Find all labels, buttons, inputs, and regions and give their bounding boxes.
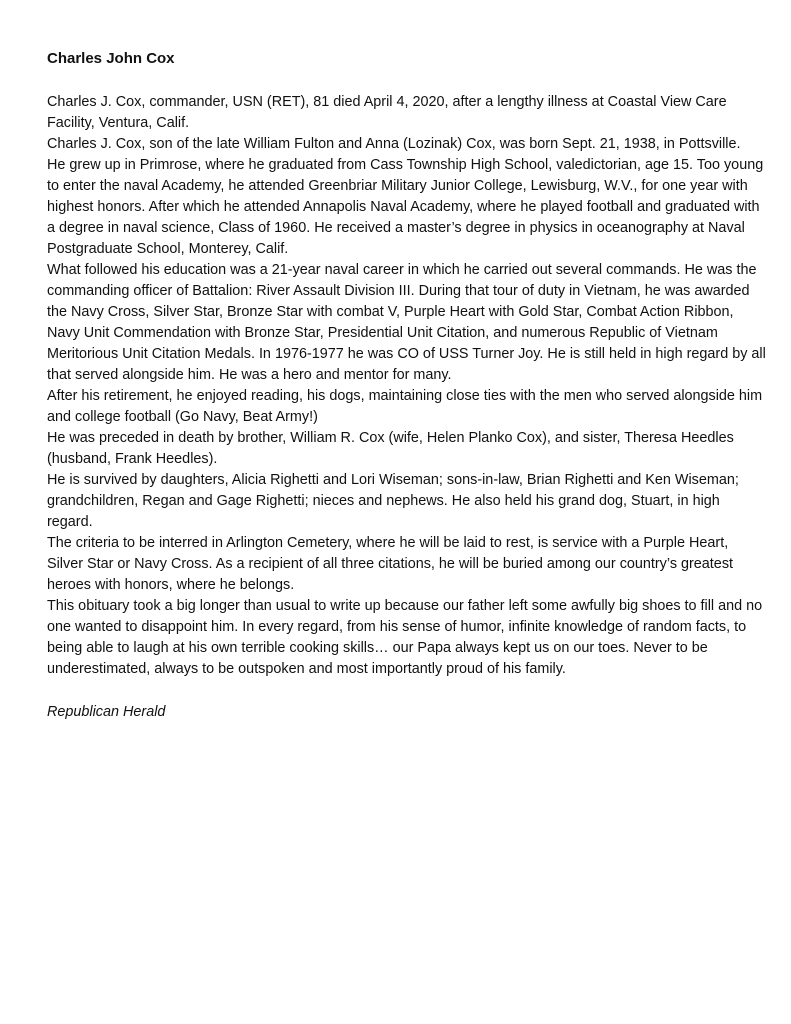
paragraph-education: He grew up in Primrose, where he graduated from Cass Township High School, valedictorian, age 15. Too young to enter the naval Academy, he attended Greenbriar Military Junior College, Lewisburg, W.V., for one year with highest honors. After which he attended Annapolis Naval Academy, where he played football and graduated with a degree in naval science, Class of 1960. He received a master’s degree in physics in oceanography at Naval Postgraduate School, Monterey, Calif. [47,157,764,257]
paragraph-retirement: After his retirement, he enjoyed reading, his dogs, maintaining close ties with the men who served alongside him and college football (Go Navy, Beat Army!) [47,388,763,425]
paragraph-preceded-in-death: He was preceded in death by brother, William R. Cox (wife, Helen Planko Cox), and sister, Theresa Heedles (husband, Frank Heedles). [47,430,734,467]
source-credit: Republican Herald [47,704,166,720]
paragraph-death-notice: Charles J. Cox, commander, USN (RET), 81 died April 4, 2020, after a lengthy illness at Coastal View Care Facility, Ventura, Calif. [47,94,727,131]
obituary-title: Charles John Cox [47,50,175,67]
paragraph-naval-career: What followed his education was a 21-year naval career in which he carried out several commands. He was the commanding officer of Battalion: River Assault Division III. During that tour of duty in Vietnam, he was awarded the Navy Cross, Silver Star, Bronze Star with combat V, Purple Heart with Gold Star, Combat Action Ribbon, Navy Unit Commendation with Bronze Star, Presidential Unit Citation, and numerous Republic of Vietnam Meritorious Unit Citation Medals. In 1976-1977 he was CO of USS Turner Joy. He is still held in high regard by all that served alongside him. He was a hero and mentor for many. [47,262,766,383]
obituary-page [47,48,767,723]
paragraph-birth: Charles J. Cox, son of the late William Fulton and Anna (Lozinak) Cox, was born Sept. 21, 1938, in Pottsville. [47,136,741,152]
paragraph-survived-by: He is survived by daughters, Alicia Righetti and Lori Wiseman; sons-in-law, Brian Righetti and Ken Wiseman; grandchildren, Regan and Gage Righetti; nieces and nephews. He also held his grand dog, Stuart, in high regard. [47,472,739,530]
obituary-body [47,92,767,680]
paragraph-family-note: This obituary took a big longer than usual to write up because our father left some awfully big shoes to fill and no one wanted to disappoint him. In every regard, from his sense of humor, infinite knowledge of random facts, to being able to laugh at his own terrible cooking skills… our Papa always kept us on our toes. Never to be underestimated, always to be outspoken and most importantly proud of his family. [47,598,763,677]
paragraph-arlington: The criteria to be interred in Arlington Cemetery, where he will be laid to rest, is service with a Purple Heart, Silver Star or Navy Cross. As a recipient of all three citations, he will be buried among our country’s greatest heroes with honors, where he belongs. [47,535,734,593]
